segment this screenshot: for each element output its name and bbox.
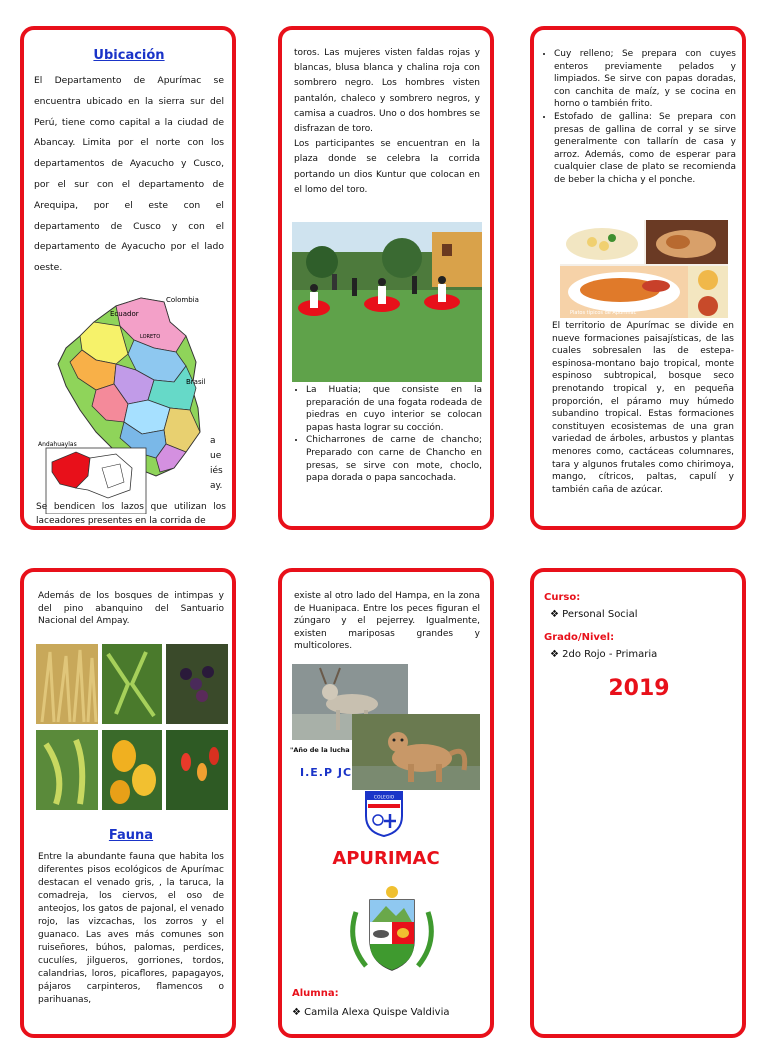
fauna-text: Entre la abundante fauna que habita los diferentes pisos ecológicos de Apurímac destacan el venado gris, , la taruca, la comadreja, los ciervos, el oso de anteojos, los gatos de pajonal, el venado rojo, las vizcachas, los zorros y el guanaco. Las aves más comunes son ruiseñores, búhos, palomas, perdices, cuculíes, jilgueros, gorriones, tordos, calandrias, loros, picaflores, papagayos, pájaros carpinteros, flamencos o parihuanas, xyxy=(38,852,224,1005)
list-item: • La Huatia; que consiste en la preparación de una fogata rodeada de piedras en cuyo interior se colocan papas hasta lograr su cocción. xyxy=(306,384,482,434)
panel-gastronomia xyxy=(530,26,746,530)
alumna-item xyxy=(292,1007,450,1018)
curso-item xyxy=(550,609,734,620)
map-label-colombia: Colombia xyxy=(166,296,199,304)
territorio-text: El territorio de Apurímac se divide en nueve formaciones paisajísticas, de las cuales sobresalen las de estepa-espinosa-montano bajo tropical, monte espinoso subtropical, bosque seco prenotando tropical y, en pequeña proporción, el páramo muy húmedo subandino tropical. Estas formaciones constituyen ecosistemas de una gran variedad de árboles, arbustos y plantas menores como, cactáceas columnares, tara y algunos frutales como chirimoya, mango, cítricos, paltas, capulí y también caña de azúcar. xyxy=(552,321,734,495)
diamond-bullet-icon: ❖ xyxy=(550,649,559,660)
list-item: • Cuy relleno; Se prepara con cuyes enteros previamente pelados y limpiados. Se sirve con papas doradas, con canchita de maíz, y se cocina en horno o también frito. xyxy=(554,48,736,111)
fauna-continued-text: existe al otro lado del Hampa, en la zona de Huanipaca. Entre los peces figuran el zúngaro y el pejerrey. Igualmente, existen mariposas grandes y multicolores. xyxy=(294,591,480,652)
list-item: • Chicharrones de carne de chancho; Preparado con carne de Chancho en presas, se sirve con mote, choclo, papa dorada o papa sancochada. xyxy=(306,434,482,484)
flora-text: Además de los bosques de intimpas y del pino abanquino del Santuario Nacional del Ampay. xyxy=(38,591,224,627)
diamond-bullet-icon: ❖ xyxy=(292,1007,301,1018)
costumbres-intro: toros. Las mujeres visten faldas rojas y blancas, blusa blanca y chalina roja con sombrero negro. Los hombres visten pantalón, chaleco y sombrero negros, y camisa a cuadros. Uno o dos hombres se disfrazan de toro. xyxy=(294,48,480,135)
grado-item xyxy=(550,649,734,660)
ubicacion-heading: Ubicación xyxy=(93,48,165,63)
peru-map xyxy=(36,292,206,514)
map-label-andahuaylas: Andahuaylas xyxy=(38,441,77,448)
panel-flora-fauna xyxy=(20,568,236,1038)
partial-text-right: a ue iés ay. xyxy=(210,436,223,491)
panel-datos xyxy=(530,568,746,1038)
panel-cover xyxy=(278,568,494,1038)
year-label: 2019 xyxy=(608,676,670,701)
curso-value: Personal Social xyxy=(562,609,638,620)
grado-label: Grado/Nivel: xyxy=(544,632,615,643)
list-item: • Estofado de gallina: Se prepara con presas de gallina de corral y se sirve generalmente con tallarín de casa y arroz. Además, como de esperar para cualquier clase de plato se recomienda de beber la chicha y el ponche. xyxy=(554,111,736,187)
alumna-name: Camila Alexa Quispe Valdivia xyxy=(304,1007,450,1018)
map-label-ecuador: Ecuador xyxy=(110,310,139,318)
panel-costumbres xyxy=(278,26,494,530)
apurimac-coat-of-arms-icon xyxy=(346,882,438,978)
ubicacion-text: El Departamento de Apurímac se encuentra ubicado en la sierra sur del Perú, tiene como capital a la ciudad de Abancay. Limita por el norte con los departamentos de Ayacucho y Cusco, por el sur con el departamento de Arequipa, por el este con el departamento de Cusco y con el departamento de Ayacucho por el lado oeste. xyxy=(34,75,224,274)
grado-value: 2do Rojo - Primaria xyxy=(562,649,658,660)
school-name: I.E.P JC xyxy=(300,766,353,779)
cover-title: APURIMAC xyxy=(332,848,440,869)
alumna-label: Alumna: xyxy=(292,988,339,999)
puma-photo xyxy=(352,714,480,790)
fauna-heading: Fauna xyxy=(108,828,154,843)
food-collage xyxy=(560,220,728,318)
costumbres-intro2: Los participantes se encuentran en la plaza donde se celebra la corrida portando un dios Kuntur que colocan en el lomo del toro. xyxy=(294,139,480,195)
ubicacion-bottom-text: Se bendicen los lazos que utilizan los laceadores presentes en la corrida de xyxy=(36,502,226,526)
school-crest-icon xyxy=(364,790,404,838)
flora-photo-grid xyxy=(36,644,228,810)
panel-ubicacion xyxy=(20,26,236,530)
year-phrase: "Año de la lucha xyxy=(290,746,350,754)
diamond-bullet-icon: ❖ xyxy=(550,609,559,620)
map-label-loreto: LORETO xyxy=(140,334,161,340)
comidas-list xyxy=(290,384,482,485)
crest-text: COLEGIO xyxy=(373,795,395,801)
curso-label: Curso: xyxy=(544,592,581,603)
map-label-brasil: Brasil xyxy=(186,378,206,386)
platos-list xyxy=(538,48,736,187)
dance-photo xyxy=(292,222,482,382)
food-photo-caption: Platos típicos de Apurímac xyxy=(570,310,637,316)
